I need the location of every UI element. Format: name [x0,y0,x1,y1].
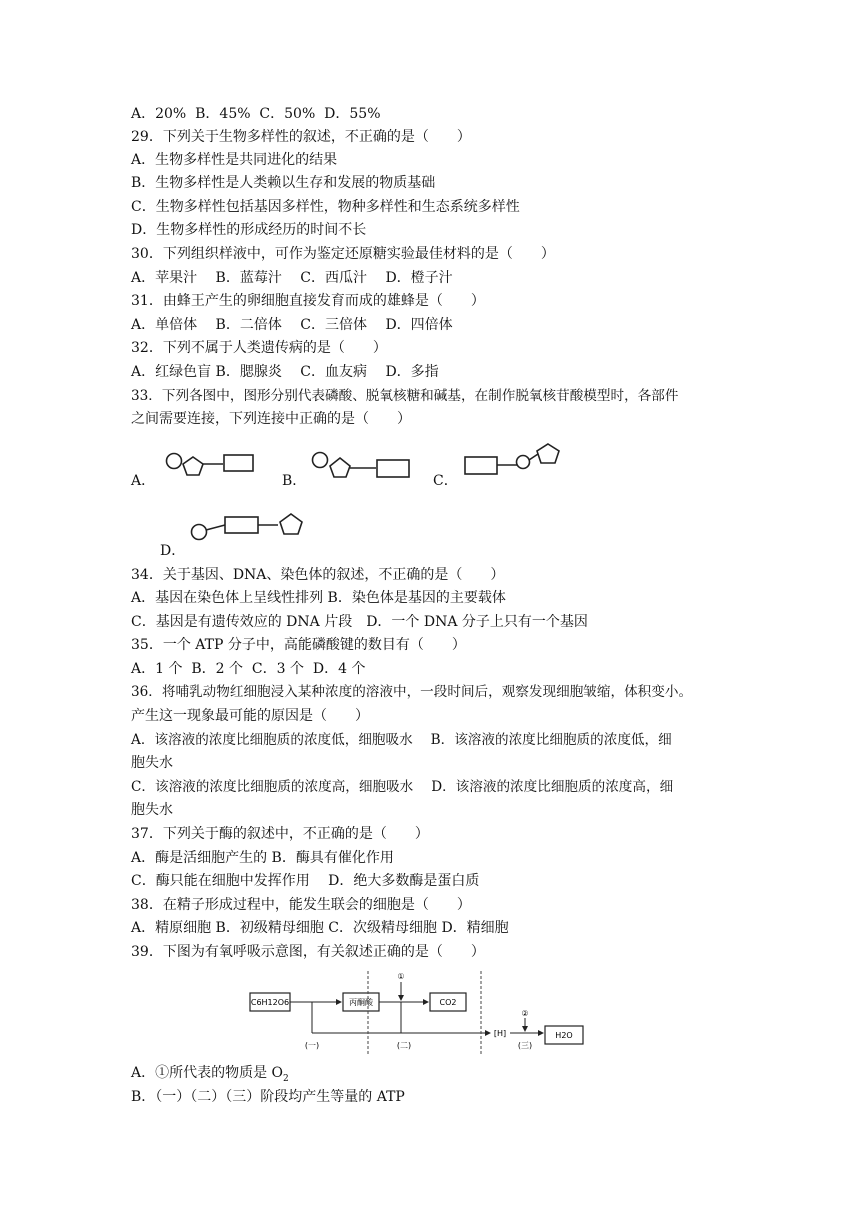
q38-stem: 38．在精子形成过程中，能发生联会的细胞是（ ） [131,897,471,913]
marker-2: ② [521,1009,529,1018]
q33-option-a-label: A． [131,473,156,489]
q31-options: A．单倍体 B．二倍体 C．三倍体 D．四倍体 [131,317,453,333]
q33-option-b-label: B． [282,473,307,489]
q33-stem-line1: 33．下列各图中，图形分别代表磷酸、脱氧核糖和碱基，在制作脱氧核苷酸模型时，各部件 [131,388,679,404]
q33-option-c-label: C． [433,473,458,489]
q29-stem: 29．下列关于生物多样性的叙述，不正确的是（ ） [131,129,471,145]
q33-option-d-figure [190,510,310,550]
q35-options: A．1 个 B．2 个 C．3 个 D．4 个 [131,661,366,677]
q36-options-cd: C．该溶液的浓度比细胞质的浓度高，细胞吸水 D．该溶液的浓度比细胞质的浓度高，细 [131,779,674,795]
q39-stem: 39．下图为有氧呼吸示意图，有关叙述正确的是（ ） [131,944,485,960]
q33-option-b-figure [308,450,418,490]
stage-3-label: (三) [517,1041,533,1050]
q33-option-d-label: D． [160,543,186,559]
q33-stem-line2: 之间需要连接，下列连接中正确的是（ ） [131,411,411,427]
q37-options-ab: A．酶是活细胞产生的 B．酶具有催化作用 [131,850,394,866]
q39-option-b: B．（一）（二）（三）阶段均产生等量的 ATP [131,1089,405,1105]
marker-1: ① [397,972,405,981]
q36-options-ab-cont: 胞失水 [131,755,173,771]
q31-stem: 31．由蜂王产生的卵细胞直接发育而成的雄蜂是（ ） [131,293,485,309]
q34-stem: 34．关于基因、DNA、染色体的叙述，不正确的是（ ） [131,567,505,583]
pyruvate-label: 丙酮酸 [349,998,373,1007]
q36-options-cd-cont: 胞失水 [131,802,173,818]
q35-stem: 35．一个 ATP 分子中，高能磷酸键的数目有（ ） [131,637,466,653]
q39-respiration-diagram [240,966,600,1056]
h-label: [H] [493,1029,507,1038]
q29-option-c: C．生物多样性包括基因多样性，物种多样性和生态系统多样性 [131,199,520,215]
q32-options: A．红绿色盲 B．腮腺炎 C．血友病 D．多指 [131,364,439,380]
q29-option-d: D．生物多样性的形成经历的时间不长 [131,222,367,238]
q33-option-a-figure [163,448,263,488]
co2-label: CO2 [439,998,457,1007]
q30-stem: 30．下列组织样液中，可作为鉴定还原糖实验最佳材料的是（ ） [131,246,555,262]
q28-options: A．20% B．45% C．50% D．55% [131,106,381,122]
q36-options-ab: A．该溶液的浓度比细胞质的浓度低，细胞吸水 B．该溶液的浓度比细胞质的浓度低，细 [131,732,672,748]
q37-options-cd: C．酶只能在细胞中发挥作用 D．绝大多数酶是蛋白质 [131,873,480,889]
q38-options: A．精原细胞 B．初级精母细胞 C．次级精母细胞 D．精细胞 [131,920,509,936]
q32-stem: 32．下列不属于人类遗传病的是（ ） [131,340,387,356]
glucose-label: C6H12O6 [250,998,290,1007]
stage-2-label: (二) [396,1041,412,1050]
q37-stem: 37．下列关于酶的叙述中，不正确的是（ ） [131,826,429,842]
q30-options: A．苹果汁 B．蓝莓汁 C．西瓜汁 D．橙子汁 [131,270,453,286]
q29-option-a: A．生物多样性是共同进化的结果 [131,152,338,168]
stage-1-label: (一) [304,1041,320,1050]
h2o-label: H2O [555,1031,573,1040]
q34-options-cd: C．基因是有遗传效应的 DNA 片段 D．一个 DNA 分子上只有一个基因 [131,614,588,630]
q36-stem-line2: 产生这一现象最可能的原因是（ ） [131,708,369,724]
q39-option-a: A．①所代表的物质是 $O_2$ [131,1065,289,1084]
q36-stem-line1: 36．将哺乳动物红细胞浸入某种浓度的溶液中，一段时间后，观察发现细胞皱缩，体积变小。 [131,684,693,700]
q33-option-c-figure [460,440,570,480]
q34-options-ab: A．基因在染色体上呈线性排列 B．染色体是基因的主要载体 [131,590,506,606]
q29-option-b: B．生物多样性是人类赖以生存和发展的物质基础 [131,175,436,191]
